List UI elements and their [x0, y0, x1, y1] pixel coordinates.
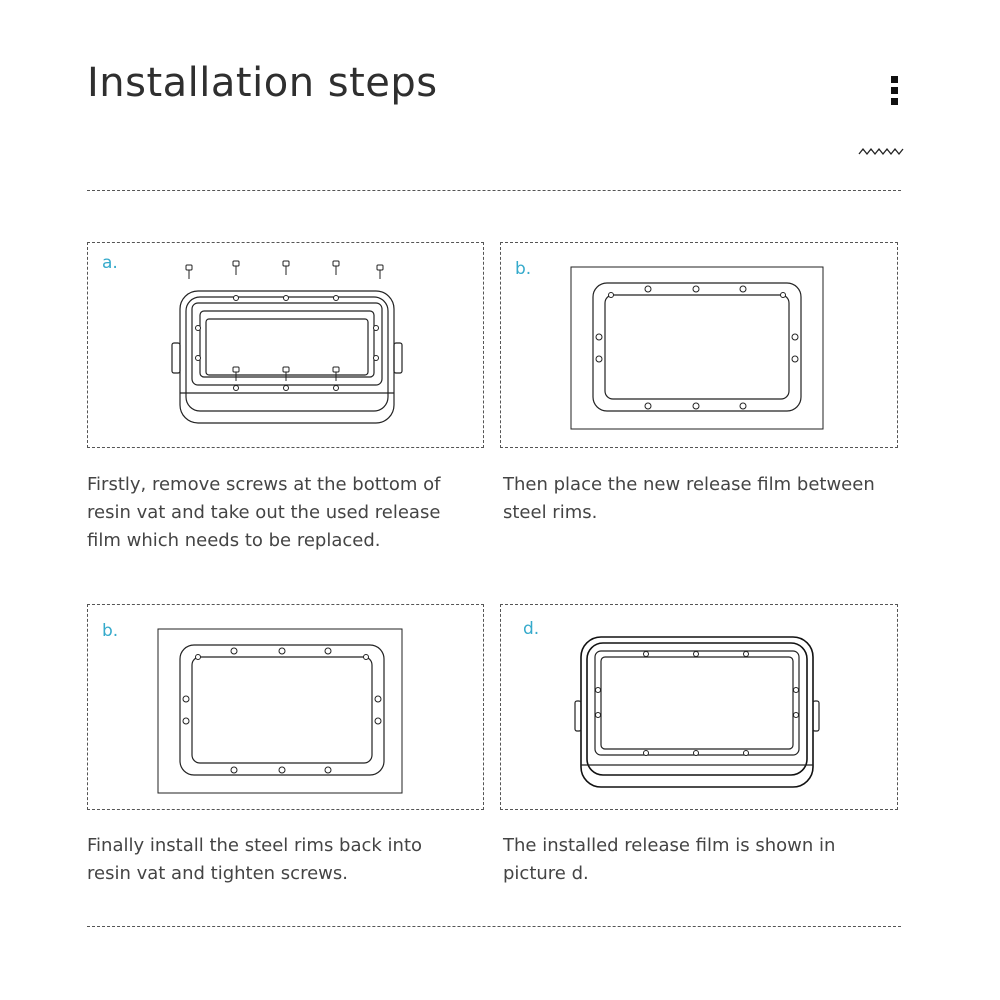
- step-c-letter: b.: [102, 621, 119, 641]
- zigzag-icon: [858, 143, 904, 157]
- caption-line: resin vat and tighten screws.: [87, 863, 348, 884]
- step-c-caption: [87, 832, 422, 888]
- caption-line: resin vat and take out the used release: [87, 502, 441, 523]
- caption-line: film which needs to be replaced.: [87, 530, 381, 551]
- step-b-letter: b.: [515, 259, 532, 279]
- resin-vat-exploded-illustration: [88, 243, 485, 449]
- steel-rims-with-film-illustration: [501, 243, 899, 449]
- caption-line: Then place the new release film between: [503, 474, 875, 495]
- caption-line: Firstly, remove screws at the bottom of: [87, 474, 441, 495]
- step-a-caption: [87, 471, 440, 555]
- step-b-panel: [500, 242, 898, 448]
- caption-line: picture d.: [503, 863, 589, 884]
- steel-rims-install-illustration: [88, 605, 485, 811]
- step-d-caption: [503, 832, 835, 888]
- step-a-panel: [87, 242, 484, 448]
- caption-line: The installed release film is shown in: [503, 835, 836, 856]
- step-c-panel: [87, 604, 484, 810]
- top-divider: [87, 190, 901, 191]
- step-a-letter: a.: [102, 253, 118, 273]
- page-title: Installation steps: [87, 60, 438, 106]
- vertical-dots-icon[interactable]: [891, 76, 899, 106]
- caption-line: steel rims.: [503, 502, 598, 523]
- step-d-letter: d.: [523, 619, 540, 639]
- step-b-caption: [503, 471, 875, 527]
- step-d-panel: [500, 604, 898, 810]
- caption-line: Finally install the steel rims back into: [87, 835, 423, 856]
- bottom-divider: [87, 926, 901, 927]
- installed-release-film-illustration: [501, 605, 899, 811]
